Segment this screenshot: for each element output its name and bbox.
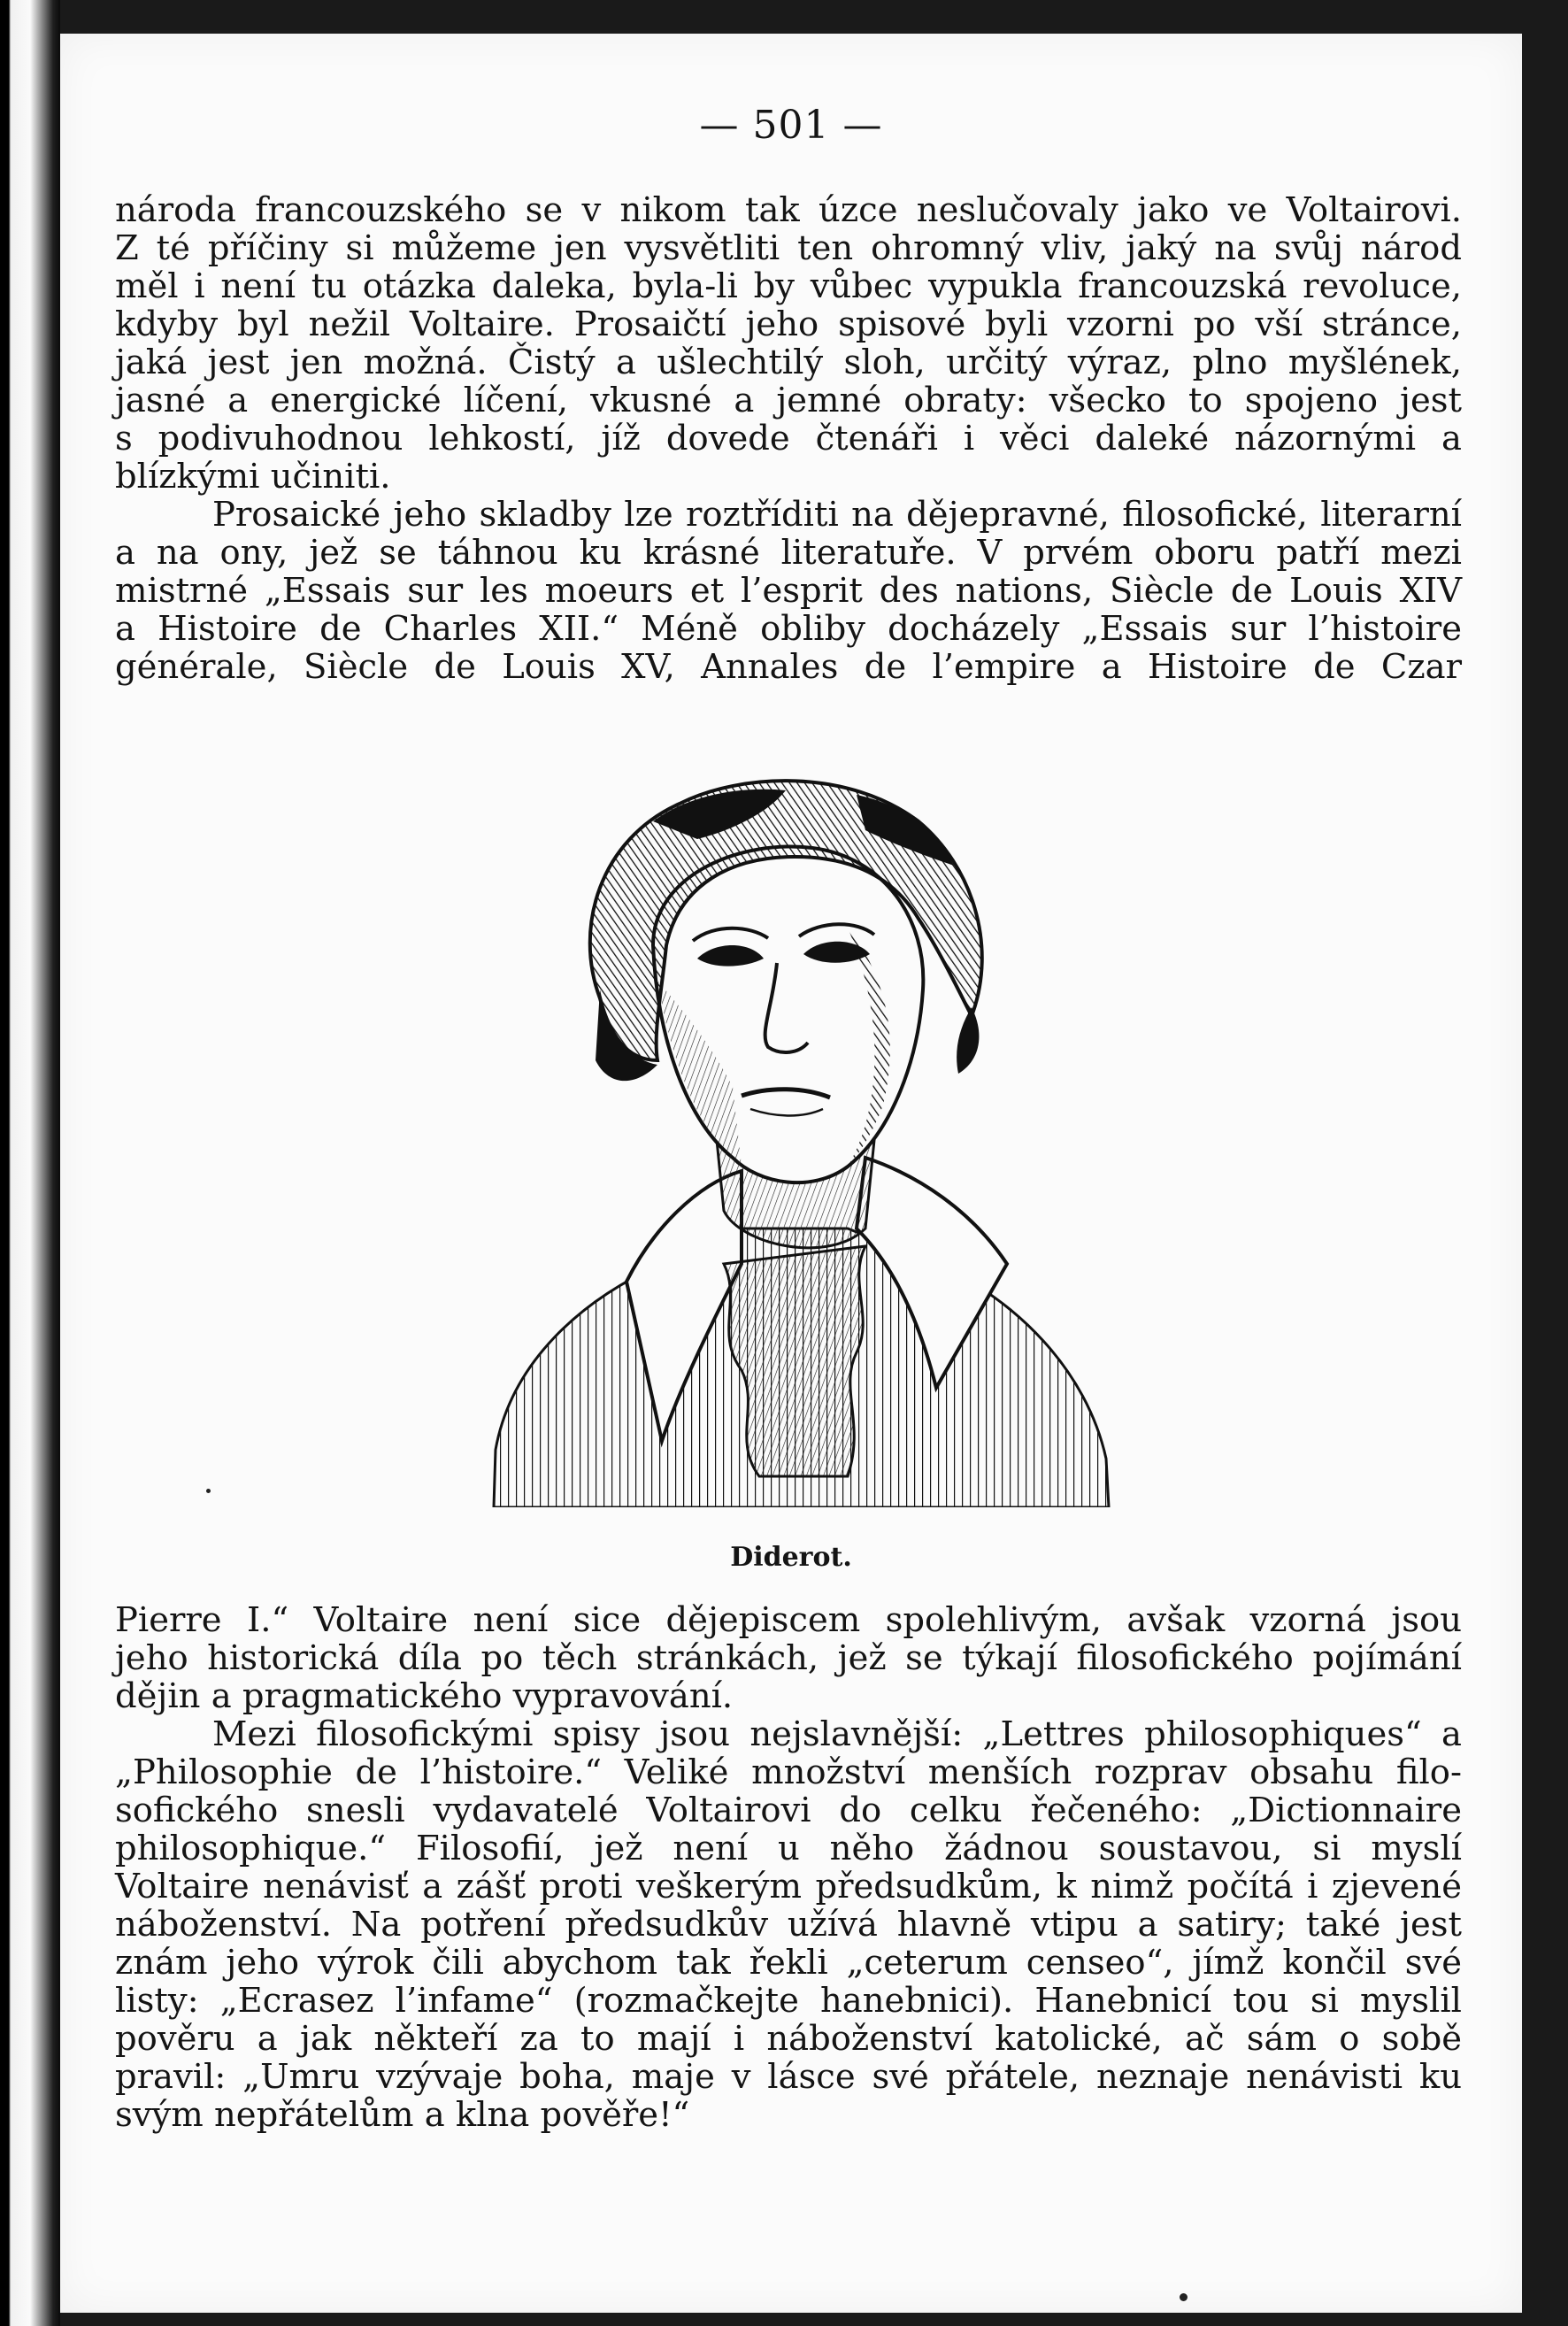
text-line: kdyby byl nežil Voltaire. Prosaičtí jeho spisové byli vzorni po vší stránce,: [115, 304, 1462, 344]
text-line: Pierre I.“ Voltaire není sice dějepiscem spolehlivým, avšak vzorná jsou: [115, 1600, 1462, 1640]
text-line: znám jeho výrok čili abychom tak řekli „ceterum censeo“, jímž končil své: [115, 1943, 1462, 1983]
text-line: s podivuhodnou lehkostí, jíž dovede čtenáři i věci daleké názornými a: [115, 419, 1462, 458]
text-line: Voltaire nenávisť a zášť proti veškerým předsudkům, k nimž počítá i zjevené: [115, 1867, 1462, 1906]
bottom-text-block: [115, 1601, 1462, 2134]
text-line: pověru a jak někteří za to mají i náboženství katolické, ač sám o sobě: [115, 2019, 1462, 2059]
text-line: Prosaické jeho skladby lze roztříditi na dějepravné, filosofické, literarní: [212, 495, 1462, 535]
text-line: jeho historická díla po těch stránkách, jež se týkají filosofického pojímání: [115, 1638, 1462, 1678]
text-line: „Philosophie de l’histoire.“ Veliké množství menších rozprav obsahu filo-: [115, 1752, 1462, 1792]
text-line: blízkými učiniti.: [115, 457, 391, 497]
diderot-portrait: [476, 768, 1113, 1507]
scan-speck: [206, 1489, 211, 1493]
text-line: svým nepřátelům a klna pověře!“: [115, 2095, 690, 2135]
scan-edge: [0, 0, 60, 2326]
text-line: Z té příčiny si můžeme jen vysvětliti ten ohromný vliv, jaký na svůj národ: [115, 228, 1462, 268]
text-line: a na ony, jež se táhnou ku krásné literatuře. V prvém oboru patří mezi: [115, 533, 1462, 573]
text-line: Mezi filosofickými spisy jsou nejslavnější: „Lettres philosophiques“ a: [212, 1714, 1462, 1754]
text-line: národa francouzského se v nikom tak úzce neslučovaly jako ve Voltairovi.: [115, 190, 1462, 230]
text-line: philosophique.“ Filosofií, jež není u něho žádnou soustavou, si myslí: [115, 1829, 1462, 1868]
page-number: — 501 —: [699, 103, 883, 148]
text-line: dějin a pragmatického vypravování.: [115, 1676, 734, 1716]
text-line: jaká jest jen možná. Čistý a ušlechtilý sloh, určitý výraz, plno myšlének,: [115, 343, 1462, 382]
text-line: générale, Siècle de Louis XV, Annales de l’empire a Histoire de Czar: [115, 647, 1462, 687]
text-line: listy: „Ecrasez l’infame“ (rozmačkejte hanebnici). Hanebnicí tou si myslil: [115, 1981, 1462, 2021]
scan-speck: [1180, 2293, 1188, 2301]
text-line: jasné a energické líčení, vkusné a jemné obraty: všecko to spojeno jest: [115, 381, 1462, 420]
book-page: [60, 34, 1522, 2313]
text-line: mistrné „Essais sur les moeurs et l’esprit des nations, Siècle de Louis XIV: [115, 571, 1462, 611]
text-line: pravil: „Umru vzývaje boha, maje v lásce své přátele, neznaje nenávisti ku: [115, 2057, 1462, 2097]
top-text-block: [115, 191, 1462, 686]
figure-caption: Diderot.: [730, 1542, 852, 1573]
text-line: měl i není tu otázka daleka, byla-li by vůbec vypukla francouzská revoluce,: [115, 266, 1462, 306]
text-line: sofického snesli vydavatelé Voltairovi do celku řečeného: „Dictionnaire: [115, 1791, 1462, 1830]
text-line: náboženství. Na potření předsudkův užívá hlavně vtipu a satiry; také jest: [115, 1905, 1462, 1945]
text-line: a Histoire de Charles XII.“ Méně obliby docházely „Essais sur l’histoire: [115, 609, 1462, 649]
